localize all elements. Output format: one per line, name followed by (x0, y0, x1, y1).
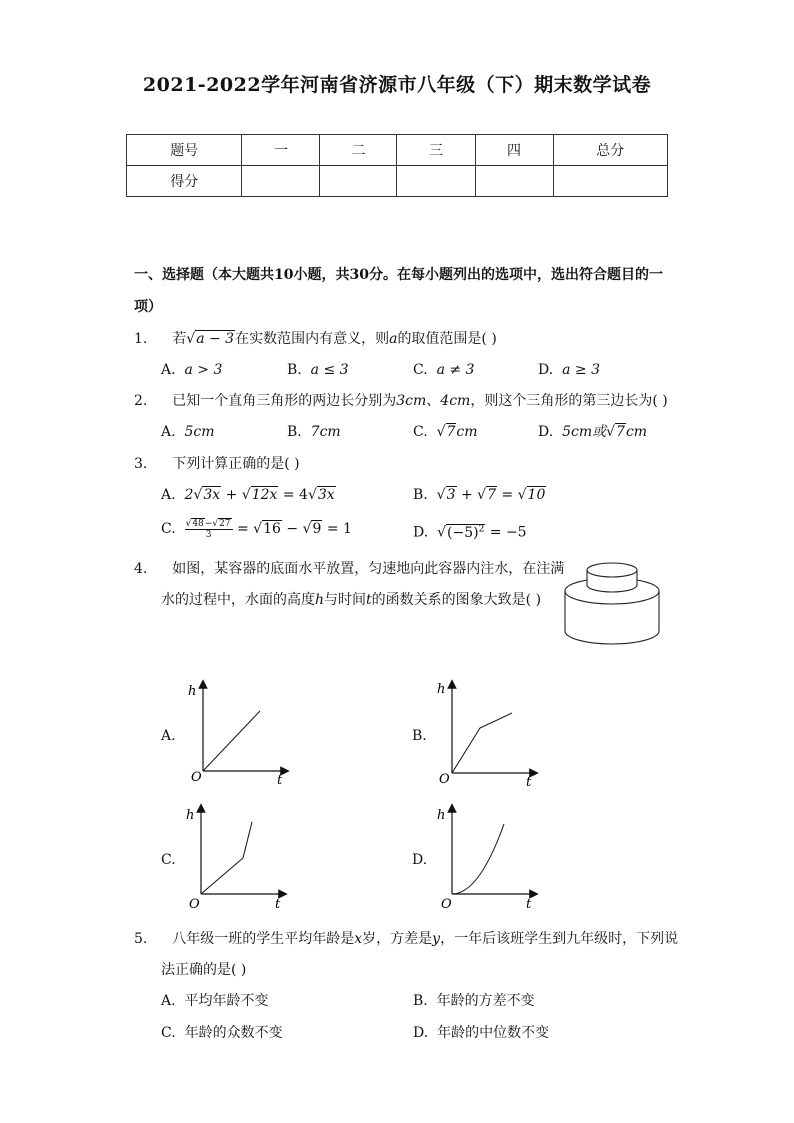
score-table-score-row (127, 166, 668, 197)
option-a[interactable]: A. 平均年龄不变 (161, 993, 269, 1009)
graph-option-b[interactable] (434, 678, 544, 793)
origin-label: O (439, 772, 450, 787)
x-axis-label: t (526, 775, 532, 790)
graph-option-c-label[interactable]: C. (161, 852, 176, 868)
question-number: 3. (134, 456, 148, 472)
score-header-cell: 题号 (127, 135, 242, 166)
question-2: 2. 已知一个直角三角形的两边长分别为3cm、4cm，则这个三角形的第三边长为( ) (134, 393, 668, 409)
option-b[interactable]: B. √3 + √7 = √10 (413, 487, 546, 503)
graph-option-d[interactable] (434, 802, 544, 917)
score-header-cell: 二 (320, 135, 397, 166)
option-c[interactable]: C. √7cm (413, 424, 478, 440)
score-header-cell: 四 (475, 135, 553, 166)
score-table-header-row (127, 135, 668, 166)
option-d[interactable]: D. a ≥ 3 (538, 362, 600, 378)
origin-label: O (441, 897, 452, 912)
option-b[interactable]: B. 7cm (287, 424, 341, 440)
origin-label: O (189, 897, 200, 912)
graph-option-a-label[interactable]: A. (161, 728, 176, 744)
question-4-cont: 水的过程中，水面的高度h与时间t的函数关系的图象大致是( ) (161, 592, 542, 608)
container-figure (563, 555, 663, 650)
graph-option-a[interactable] (185, 678, 295, 793)
option-b[interactable]: B. a ≤ 3 (287, 362, 349, 378)
page-title: 2021-2022学年河南省济源市八年级（下）期末数学试卷 (142, 74, 652, 96)
option-a[interactable]: A. 5cm (161, 424, 215, 440)
score-header-cell: 总分 (553, 135, 667, 166)
y-axis-label: h (437, 682, 446, 697)
score-row-label: 得分 (127, 166, 242, 197)
option-c[interactable]: C. 年龄的众数不变 (161, 1025, 283, 1041)
graph-line (201, 822, 252, 894)
score-table (126, 134, 668, 197)
y-axis-label: h (188, 684, 197, 699)
option-c[interactable]: C. $\frac{√48-√27}{3}$ = √16 − √9 = 1 (161, 518, 352, 540)
question-number: 2. (134, 393, 148, 409)
score-cell[interactable] (553, 166, 667, 197)
option-d[interactable]: D. 5cm或√7cm (538, 424, 648, 440)
question-1: 1. 若√a − 3在实数范围内有意义，则a的取值范围是( ) (134, 331, 497, 347)
radical: a − 3 (196, 331, 235, 347)
section-heading: 一、选择题（本大题共10小题，共30分。在每小题列出的选项中，选出符合题目的一 (134, 267, 663, 283)
option-d[interactable]: D. $√(-5)^2 = -5$ (413, 524, 527, 541)
question-number: 1. (134, 331, 148, 347)
graph-option-c[interactable] (183, 802, 293, 917)
option-a[interactable]: A. a > 3 (161, 362, 223, 378)
graph-option-b-label[interactable]: B. (412, 728, 427, 744)
question-number: 4. (134, 561, 148, 577)
question-number: 5. (134, 931, 148, 947)
score-cell[interactable] (242, 166, 320, 197)
option-a[interactable]: A. 2√3x + √12x = 4√3x (161, 487, 335, 503)
x-axis-label: t (277, 773, 283, 788)
option-b[interactable]: B. 年龄的方差不变 (413, 993, 535, 1009)
y-axis-label: h (186, 808, 195, 823)
question-5-cont: 法正确的是( ) (161, 962, 247, 978)
score-header-cell: 一 (242, 135, 320, 166)
score-cell[interactable] (320, 166, 397, 197)
graph-option-d-label[interactable]: D. (412, 852, 428, 868)
x-axis-label: t (526, 897, 532, 912)
question-4: 4. 如图，某容器的底面水平放置，匀速地向此容器内注水，在注满 (134, 561, 565, 577)
score-cell[interactable] (397, 166, 475, 197)
graph-curve (452, 824, 504, 894)
question-5: 5. 八年级一班的学生平均年龄是x岁，方差是y，一年后该班学生到九年级时，下列说 (134, 931, 679, 947)
option-c[interactable]: C. a ≠ 3 (413, 362, 475, 378)
option-d[interactable]: D. 年龄的中位数不变 (413, 1025, 550, 1041)
origin-label: O (191, 770, 202, 785)
fraction: $\frac{√48-√27}{3}$ (185, 518, 231, 540)
question-3: 3. 下列计算正确的是( ) (134, 456, 300, 472)
y-axis-label: h (437, 808, 446, 823)
graph-line (203, 711, 260, 771)
score-header-cell: 三 (397, 135, 475, 166)
section-heading-cont: 项） (134, 299, 162, 315)
x-axis-label: t (275, 897, 281, 912)
score-cell[interactable] (475, 166, 553, 197)
graph-line (452, 713, 512, 773)
